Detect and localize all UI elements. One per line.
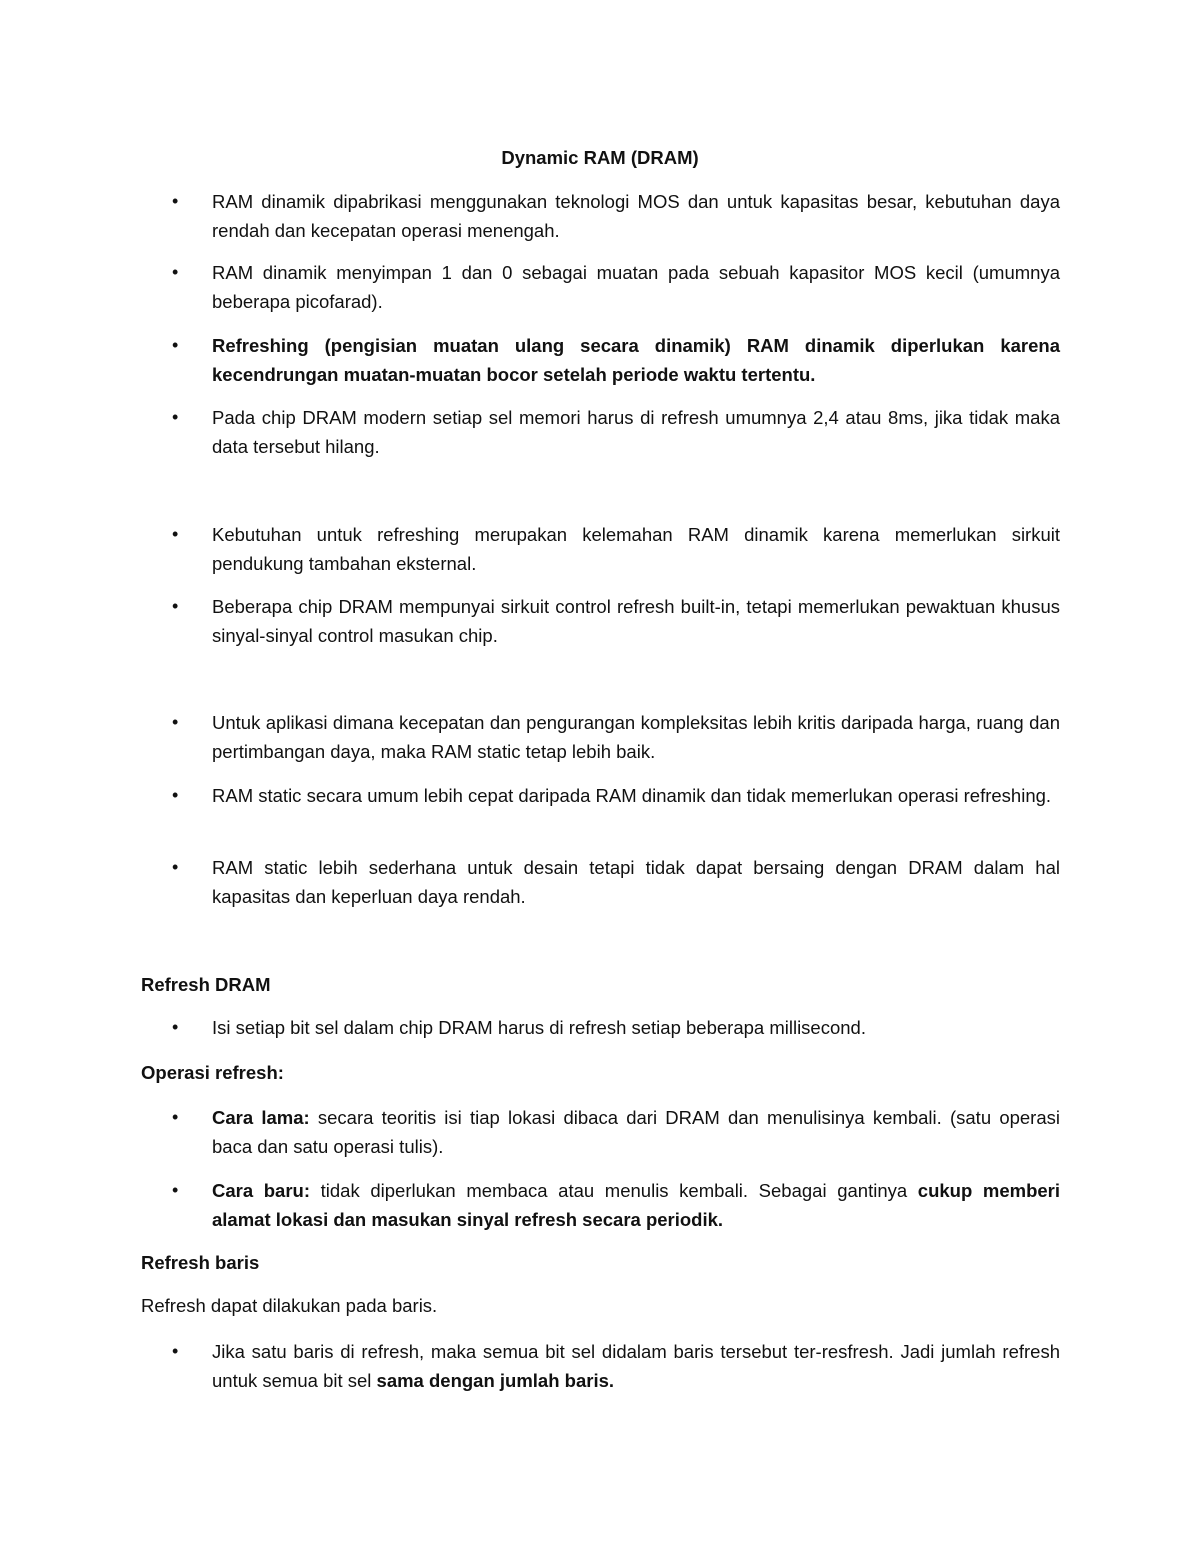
list-item [172, 781, 1060, 810]
section-heading-refresh-baris: Refresh baris [141, 1252, 260, 1273]
cara-baru-text: tidak diperlukan membaca atau menulis kembali. Sebagai gantinya [310, 1180, 918, 1201]
bullet-icon: • [172, 407, 179, 427]
cara-lama-label: Cara lama: [212, 1107, 310, 1128]
list-item [172, 187, 1060, 245]
bullet-icon: • [172, 335, 179, 355]
bullet-icon: • [172, 1180, 179, 1200]
list-item [172, 520, 1060, 578]
bullet-icon: • [172, 1107, 179, 1127]
bullet-icon: • [172, 596, 179, 616]
list-item [172, 1013, 1060, 1042]
bullet-icon: • [172, 524, 179, 544]
list-item-text [212, 1103, 1060, 1161]
bullet-icon: • [172, 857, 179, 877]
list-item-text: RAM dinamik menyimpan 1 dan 0 sebagai muatan pada sebuah kapasitor MOS kecil (umumnya beberapa picofarad). [212, 262, 1060, 312]
list-item-text: Isi setiap bit sel dalam chip DRAM harus di refresh setiap beberapa millisecond. [212, 1017, 866, 1038]
section-heading-operasi-refresh: Operasi refresh: [141, 1062, 284, 1083]
bullet-icon: • [172, 1017, 179, 1037]
list-item [172, 258, 1060, 316]
list-item [172, 1103, 1060, 1161]
list-item-text: Beberapa chip DRAM mempunyai sirkuit control refresh built-in, tetapi memerlukan pewaktuan khusus sinyal-sinyal control masukan chip. [212, 596, 1060, 646]
list-item-text: RAM static lebih sederhana untuk desain tetapi tidak dapat bersaing dengan DRAM dalam hal kapasitas dan keperluan daya rendah. [212, 857, 1060, 907]
list-item [172, 403, 1060, 461]
cara-baru-bold: cukup memberi alamat lokasi dan masukan sinyal refresh secara periodik. [212, 1180, 1060, 1230]
section-heading-refresh-dram: Refresh DRAM [141, 974, 271, 995]
list-item-text: Untuk aplikasi dimana kecepatan dan pengurangan kompleksitas lebih kritis daripada harga, ruang dan pertimbangan daya, maka RAM static tetap lebih baik. [212, 712, 1060, 762]
list-item-text: Kebutuhan untuk refreshing merupakan kelemahan RAM dinamik karena memerlukan sirkuit pendukung tambahan eksternal. [212, 524, 1060, 574]
list-item [172, 1176, 1060, 1234]
refresh-baris-text: Jika satu baris di refresh, maka semua bit sel didalam baris tersebut ter-resfresh. Jadi jumlah refresh untuk semua bit sel [212, 1341, 1060, 1391]
list-item-text: RAM static secara umum lebih cepat daripada RAM dinamik dan tidak memerlukan operasi refreshing. [212, 785, 1052, 806]
list-item-text: RAM dinamik dipabrikasi menggunakan teknologi MOS dan untuk kapasitas besar, kebutuhan daya rendah dan kecepatan operasi menengah. [212, 191, 1060, 241]
list-item-text [212, 1176, 1060, 1234]
bullet-icon: • [172, 262, 179, 282]
refresh-baris-bold: sama dengan jumlah baris. [376, 1370, 615, 1391]
bullet-icon: • [172, 191, 179, 211]
bullet-icon: • [172, 785, 179, 805]
list-item-text: Pada chip DRAM modern setiap sel memori harus di refresh umumnya 2,4 atau 8ms, jika tidak maka data tersebut hilang. [212, 407, 1060, 457]
cara-baru-label: Cara baru: [212, 1180, 311, 1201]
list-item [172, 853, 1060, 911]
list-item-text: Refreshing (pengisian muatan ulang secara dinamik) RAM dinamik diperlukan karena kecendrungan muatan-muatan bocor setelah periode waktu tertentu. [212, 335, 1060, 385]
cara-lama-text: secara teoritis isi tiap lokasi dibaca dari DRAM dan menulisinya kembali. (satu operasi baca dan satu operasi tulis). [212, 1107, 1060, 1157]
list-item [172, 331, 1060, 389]
bullet-icon: • [172, 712, 179, 732]
list-item [172, 1337, 1060, 1395]
paragraph: Refresh dapat dilakukan pada baris. [141, 1295, 438, 1316]
bullet-icon: • [172, 1341, 179, 1361]
page-title: Dynamic RAM (DRAM) [501, 147, 699, 168]
list-item [172, 708, 1060, 766]
list-item-text [212, 1337, 1060, 1395]
list-item [172, 592, 1060, 650]
